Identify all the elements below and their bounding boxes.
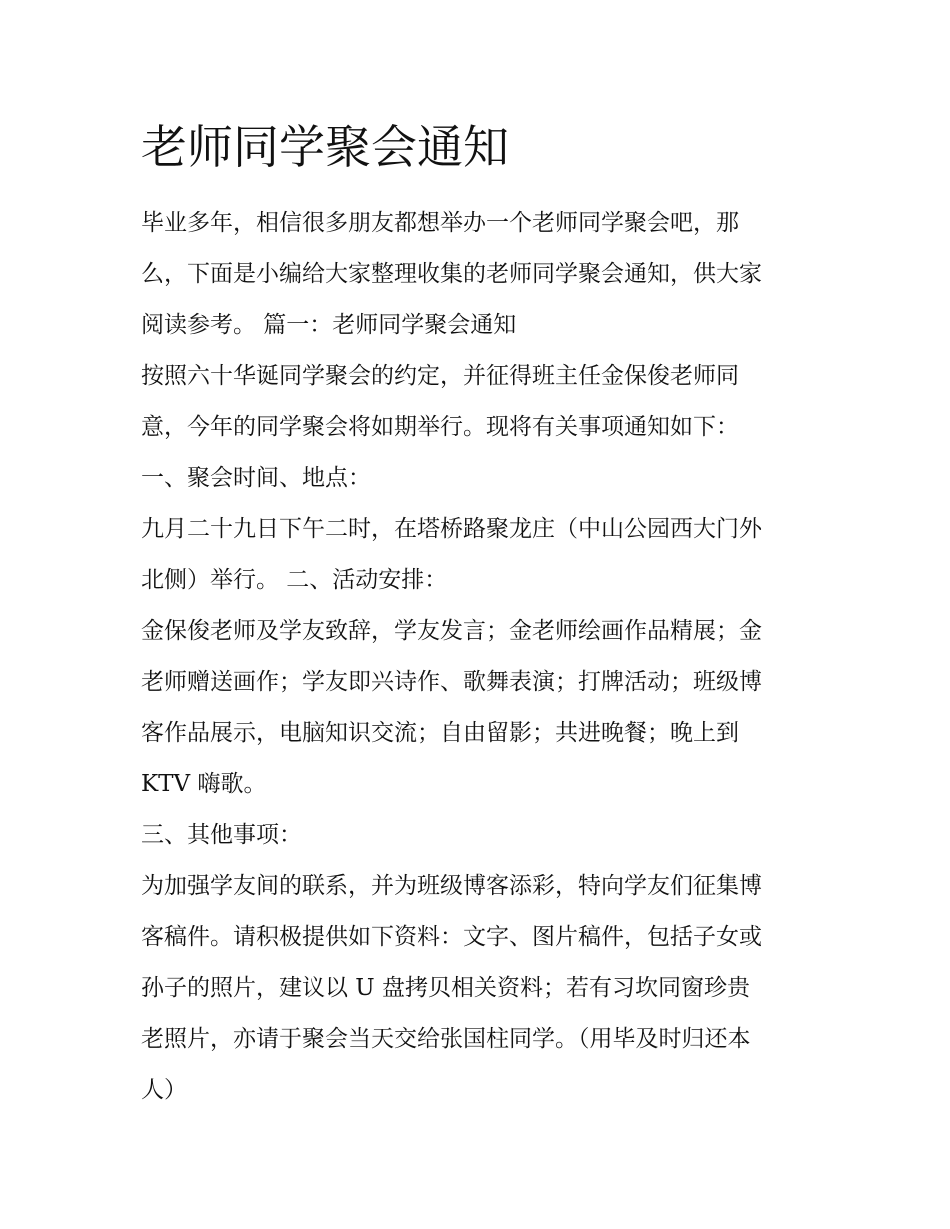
body-line: 意，今年的同学聚会将如期举行。现将有关事项通知如下： bbox=[141, 414, 739, 440]
body-line: 客作品展示，电脑知识交流；自由留影；共进晚餐；晚上到 bbox=[141, 720, 739, 746]
body-line: 按照六十华诞同学聚会的约定，并征得班主任金保俊老师同 bbox=[141, 363, 739, 389]
body-line: 老师赠送画作；学友即兴诗作、歌舞表演；打牌活动；班级博 bbox=[141, 669, 762, 695]
body-line: 阅读参考。 篇一：老师同学聚会通知 bbox=[141, 312, 517, 338]
section-heading-other: 三、其他事项： bbox=[141, 822, 302, 848]
body-line: 北侧）举行。 二、活动安排： bbox=[141, 567, 448, 593]
body-line: 毕业多年，相信很多朋友都想举办一个老师同学聚会吧，那 bbox=[141, 210, 739, 236]
body-line: 人） bbox=[141, 1077, 187, 1103]
body-line: 孙子的照片，建议以 U 盘拷贝相关资料；若有习坎同窗珍贵 bbox=[141, 975, 751, 1001]
body-line: 为加强学友间的联系，并为班级博客添彩，特向学友们征集博 bbox=[141, 873, 762, 899]
body-line: 金保俊老师及学友致辞，学友发言；金老师绘画作品精展；金 bbox=[141, 618, 762, 644]
section-heading-time-place: 一、聚会时间、地点： bbox=[141, 465, 371, 491]
document-title: 老师同学聚会通知 bbox=[141, 120, 509, 174]
body-line: 九月二十九日下午二时，在塔桥路聚龙庄（中山公园西大门外 bbox=[141, 516, 762, 542]
document-body bbox=[141, 198, 821, 1116]
body-line: 老照片，亦请于聚会当天交给张国柱同学。（用毕及时归还本 bbox=[141, 1026, 751, 1052]
body-line: 么，下面是小编给大家整理收集的老师同学聚会通知，供大家 bbox=[141, 261, 762, 287]
body-line: 客稿件。请积极提供如下资料：文字、图片稿件，包括子女或 bbox=[141, 924, 762, 950]
body-line: KTV 嗨歌。 bbox=[141, 771, 267, 797]
